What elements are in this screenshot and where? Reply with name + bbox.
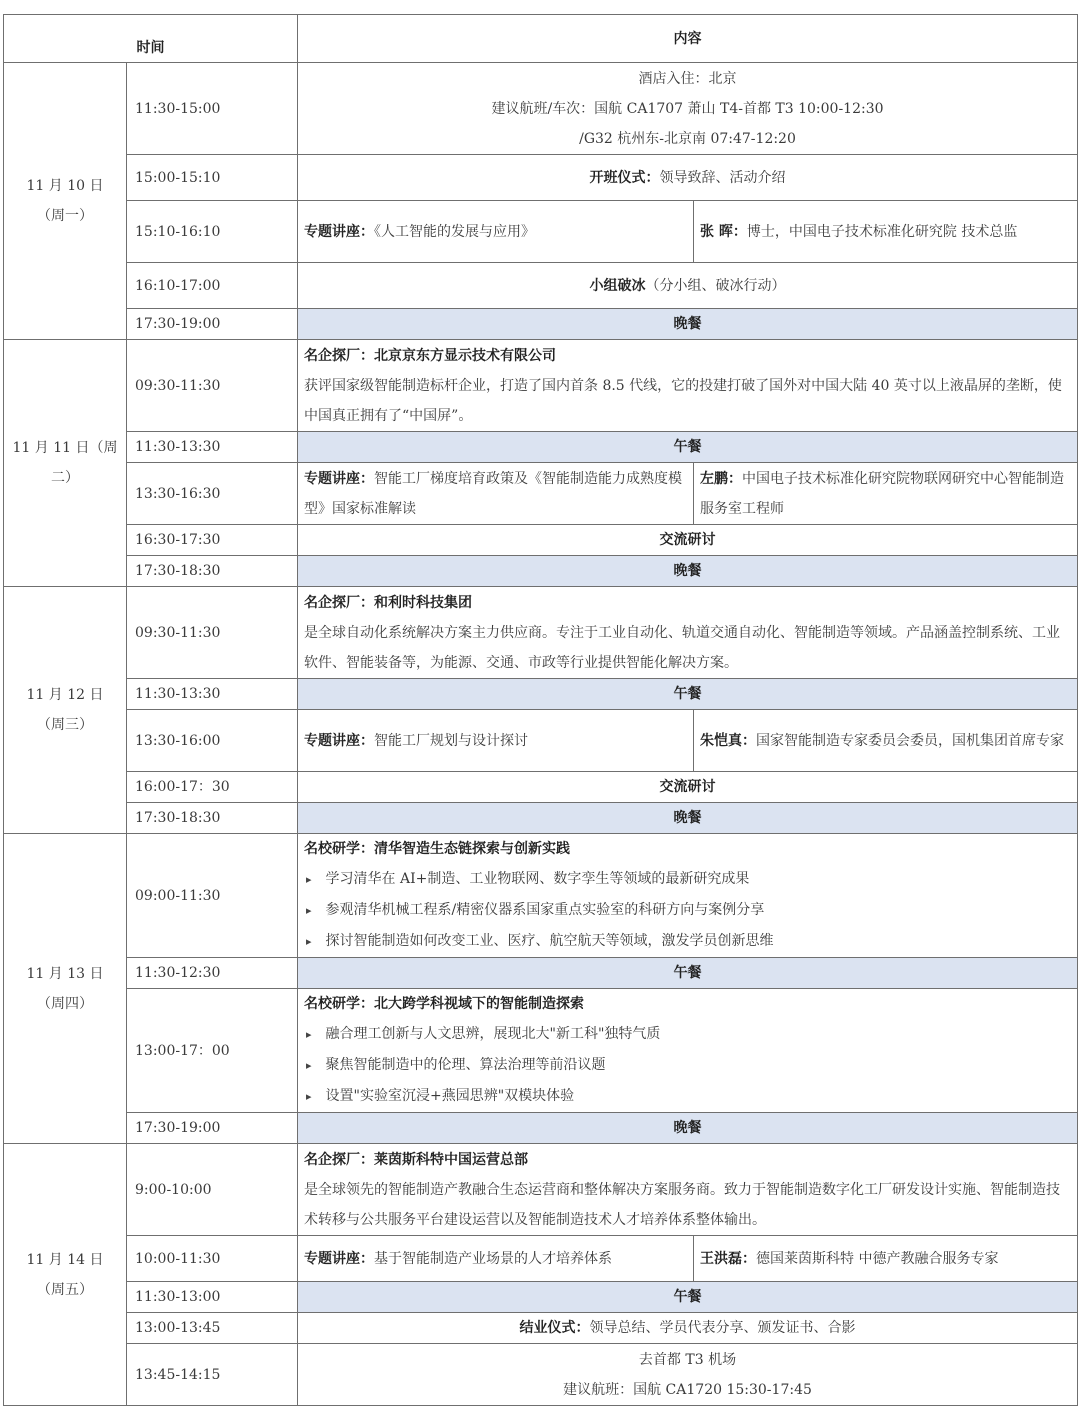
speaker-name: 朱恺真： (700, 732, 756, 749)
day-cell (4, 834, 127, 1144)
content-line: 去首都 T3 机场 (638, 1351, 737, 1368)
content-text: 智能工厂规划与设计探讨 (374, 732, 528, 749)
day-date: 11 月 11 日（周 (12, 440, 118, 456)
schedule-table (3, 14, 1078, 1406)
meal-cell: 午餐 (298, 679, 1078, 710)
bullet-item: ▸ 设置"实验室沉浸+燕园思辨"双模块体验 (304, 1081, 1071, 1112)
content-label: 专题讲座： (304, 223, 374, 240)
time-cell: 13:45-14:15 (127, 1344, 298, 1406)
day-cell (4, 587, 127, 834)
schedule-row (4, 1236, 1078, 1282)
speaker-cell (694, 463, 1078, 525)
time-cell: 13:30-16:30 (127, 463, 298, 525)
content-paragraph: 是全球领先的智能制造产教融合生态运营商和整体解决方案服务商。致力于智能制造数字化工厂研发设计实施、智能制造技术转移与公共服务平台建设运营以及智能制造技术人才培养体系整体输出。 (304, 1181, 1060, 1228)
content-cell (298, 772, 1078, 803)
content-cell (298, 263, 1078, 309)
time-cell: 17:30-19:00 (127, 309, 298, 340)
schedule-row (4, 1144, 1078, 1236)
time-cell: 11:30-13:00 (127, 1282, 298, 1313)
time-cell: 11:30-15:00 (127, 63, 298, 155)
bullet-item: ▸ 探讨智能制造如何改变工业、医疗、航空航天等领域，激发学员创新思维 (304, 926, 1071, 957)
schedule-row (4, 1282, 1078, 1313)
day-weekday: （周四） (37, 995, 93, 1012)
day-date: 11 月 10 日 (26, 178, 104, 194)
content-heading: 名企探厂：和利时科技集团 (304, 594, 472, 611)
schedule-row (4, 587, 1078, 679)
speaker-cell (694, 710, 1078, 772)
meal-cell: 午餐 (298, 1282, 1078, 1313)
bullet-item: ▸ 聚焦智能制造中的伦理、算法治理等前沿议题 (304, 1050, 1071, 1081)
content-line: 建议航班/车次：国航 CA1707 萧山 T4-首都 T3 10:00-12:30 (491, 100, 884, 117)
speaker-name: 左鹏： (700, 470, 742, 487)
content-heading: 名企探厂：莱茵斯科特中国运营总部 (304, 1151, 528, 1168)
speaker-cell (694, 1236, 1078, 1282)
content-cell (298, 710, 694, 772)
time-cell: 16:10-17:00 (127, 263, 298, 309)
content-cell (298, 834, 1078, 958)
meal-cell: 晚餐 (298, 1113, 1078, 1144)
content-cell (298, 1236, 694, 1282)
schedule-row (4, 432, 1078, 463)
meal-cell: 午餐 (298, 432, 1078, 463)
bullet-item: ▸ 参观清华机械工程系/精密仪器系国家重点实验室的科研方向与案例分享 (304, 895, 1071, 926)
content-label: 专题讲座： (304, 732, 374, 749)
header-content: 内容 (298, 15, 1078, 63)
time-cell: 17:30-18:30 (127, 803, 298, 834)
time-cell: 13:00-13:45 (127, 1313, 298, 1344)
schedule-row (4, 989, 1078, 1113)
speaker-title: 德国莱茵斯科特 中德产教融合服务专家 (756, 1250, 999, 1267)
day-date: 11 月 14 日 (26, 1251, 104, 1268)
content-cell (298, 587, 1078, 679)
day-cell (4, 340, 127, 587)
schedule-row (4, 525, 1078, 556)
content-heading: 名企探厂：北京京东方显示技术有限公司 (304, 347, 556, 364)
content-paragraph: 是全球自动化系统解决方案主力供应商。专注于工业自动化、轨道交通自动化、智能制造等领域。产品涵盖控制系统、工业软件、智能装备等，为能源、交通、市政等行业提供智能化解决方案。 (304, 624, 1060, 671)
schedule-row (4, 309, 1078, 340)
content-cell (298, 525, 1078, 556)
bullet-item: ▸ 融合理工创新与人文思辨，展现北大"新工科"独特气质 (304, 1019, 1071, 1050)
content-cell (298, 1344, 1078, 1406)
schedule-row (4, 710, 1078, 772)
content-text: 领导致辞、活动介绍 (659, 169, 786, 186)
time-cell: 09:30-11:30 (127, 587, 298, 679)
time-cell: 11:30-12:30 (127, 958, 298, 989)
meal-cell: 晚餐 (298, 556, 1078, 587)
content-cell (298, 463, 694, 525)
content-text: 基于智能制造产业场景的人才培养体系 (374, 1250, 612, 1267)
content-paragraph: 获评国家级智能制造标杆企业，打造了国内首条 8.5 代线，它的投建打破了国外对中国大陆 40 英寸以上液晶屏的垄断，使中国真正拥有了“中国屏”。 (304, 377, 1062, 424)
header-time: 时间 (4, 15, 298, 63)
content-line: 建议航班：国航 CA1720 15:30-17:45 (563, 1381, 812, 1398)
time-cell: 10:00-11:30 (127, 1236, 298, 1282)
content-cell (298, 1313, 1078, 1344)
content-label: 专题讲座： (304, 1250, 374, 1267)
schedule-row (4, 803, 1078, 834)
speaker-title: 国家智能制造专家委员会委员，国机集团首席专家 (756, 732, 1064, 749)
time-cell: 11:30-13:30 (127, 679, 298, 710)
day-cell (4, 63, 127, 340)
schedule-row (4, 340, 1078, 432)
schedule-row (4, 1344, 1078, 1406)
content-label: 交流研讨 (659, 532, 716, 548)
content-label: 专题讲座： (304, 470, 374, 487)
day-weekday: （周三） (37, 717, 93, 733)
meal-cell: 晚餐 (298, 309, 1078, 340)
time-cell: 15:10-16:10 (127, 201, 298, 263)
speaker-title: 博士，中国电子技术标准化研究院 技术总监 (746, 223, 1018, 240)
schedule-row (4, 679, 1078, 710)
schedule-row (4, 63, 1078, 155)
time-cell: 13:30-16:00 (127, 710, 298, 772)
time-cell: 09:30-11:30 (127, 340, 298, 432)
content-cell (298, 989, 1078, 1113)
meal-cell: 午餐 (298, 958, 1078, 989)
bullet-item: ▸ 学习清华在 AI+制造、工业物联网、数字孪生等领域的最新研究成果 (304, 864, 1071, 895)
time-cell: 16:30-17:30 (127, 525, 298, 556)
speaker-title: 中国电子技术标准化研究院物联网研究中心智能制造服务室工程师 (700, 470, 1064, 517)
content-text: 《人工智能的发展与应用》 (374, 223, 535, 240)
schedule-row (4, 1113, 1078, 1144)
schedule-row (4, 1313, 1078, 1344)
schedule-row (4, 772, 1078, 803)
day-weekday: （周五） (37, 1281, 93, 1298)
content-cell (298, 155, 1078, 201)
content-heading: 名校研学：清华智造生态链探索与创新实践 (304, 841, 570, 857)
day-weekday: （周一） (37, 208, 93, 224)
day-date: 11 月 12 日 (26, 687, 104, 703)
content-label: 小组破冰 (589, 277, 646, 294)
schedule-row (4, 201, 1078, 263)
content-text: 领导总结、学员代表分享、颁发证书、合影 (589, 1320, 856, 1336)
content-label: 结业仪式： (519, 1320, 590, 1336)
speaker-cell (694, 201, 1078, 263)
content-heading: 名校研学：北大跨学科视域下的智能制造探索 (304, 996, 584, 1012)
speaker-name: 张 晖： (700, 223, 747, 240)
schedule-row (4, 463, 1078, 525)
content-label: 交流研讨 (659, 779, 716, 795)
time-cell: 15:00-15:10 (127, 155, 298, 201)
content-text: （分小组、破冰行动） (645, 277, 786, 294)
day-date: 11 月 13 日 (26, 965, 104, 982)
table-header-row (4, 15, 1078, 63)
schedule-row (4, 155, 1078, 201)
time-cell: 16:00-17：30 (127, 772, 298, 803)
schedule-row (4, 834, 1078, 958)
content-line: 酒店入住：北京 (638, 70, 737, 87)
content-line: /G32 杭州东-北京南 07:47-12:20 (579, 130, 796, 147)
content-text: 智能工厂梯度培育政策及《智能制造能力成熟度模型》国家标准解读 (304, 470, 682, 517)
time-cell: 17:30-18:30 (127, 556, 298, 587)
time-cell: 13:00-17：00 (127, 989, 298, 1113)
content-cell (298, 340, 1078, 432)
schedule-row (4, 556, 1078, 587)
schedule-row (4, 958, 1078, 989)
content-label: 开班仪式： (589, 169, 660, 186)
speaker-name: 王洪磊： (700, 1250, 756, 1267)
content-cell (298, 201, 694, 263)
day-weekday: 二） (51, 470, 79, 486)
time-cell: 09:00-11:30 (127, 834, 298, 958)
content-cell (298, 63, 1078, 155)
content-cell (298, 1144, 1078, 1236)
day-cell (4, 1144, 127, 1406)
schedule-row (4, 263, 1078, 309)
time-cell: 17:30-19:00 (127, 1113, 298, 1144)
meal-cell: 晚餐 (298, 803, 1078, 834)
time-cell: 11:30-13:30 (127, 432, 298, 463)
time-cell: 9:00-10:00 (127, 1144, 298, 1236)
